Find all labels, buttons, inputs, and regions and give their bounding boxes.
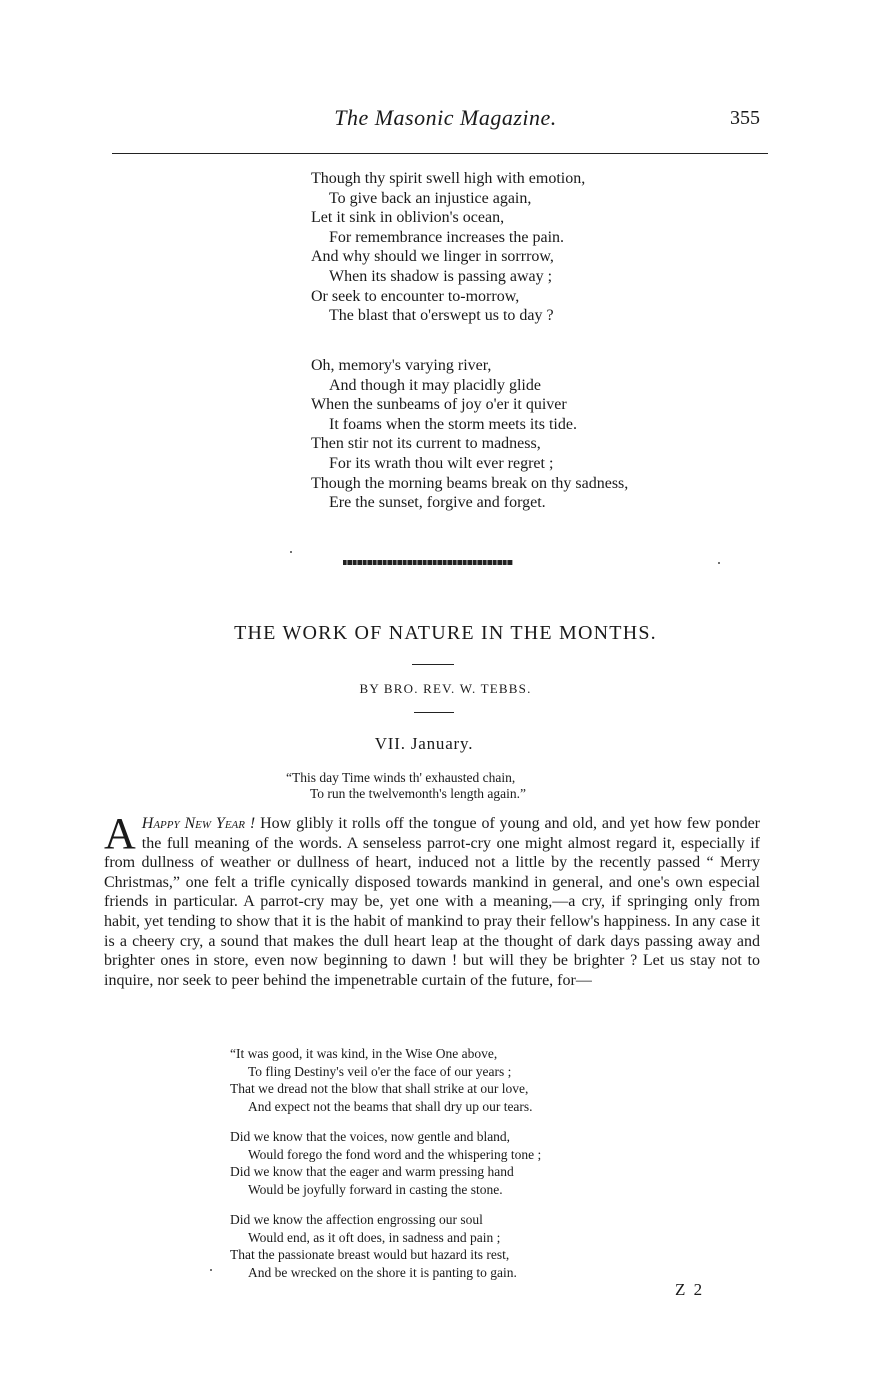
epigraph-line: “This day Time winds th' exhausted chain, — [286, 770, 516, 785]
paragraph-text: How glibly it rolls off the tongue of young and old, and yet how few ponder the full meaning of the words. A senseless parrot-cry one might almost regard it, especially if from dullness of weather or dullness of heart, induced not a little by the recently passed “ Merry Christmas,” one felt a trifle cynically disposed towards mankind in general, and one's own especial friends in particular. A parrot-cry may be, yet one with a meaning,—a cry, if springing only from habit, yet tending to show that it is the habit of mankind to pray their fellow's happiness. In any case it is a cheery cry, a sound that makes the dull heart leap at the thought of dark days passing away and brighter ones in store, even now beginning to dawn ! but will they be brighter ? Let us stay not to inquire, nor seek to peer behind the impenetrable curtain of the future, for— — [104, 815, 760, 989]
signature-mark: Z 2 — [675, 1280, 705, 1299]
verse-line: Would end, as it oft does, in sadness and pain ; — [248, 1229, 501, 1245]
poem-line: And why should we linger in sorrrow, — [311, 248, 554, 266]
poem-line: When its shadow is passing away ; — [329, 267, 553, 285]
poem-line: Or seek to encounter to-morrow, — [311, 287, 520, 305]
poem-line: Then stir not its current to madness, — [311, 435, 541, 453]
header-rule — [112, 153, 768, 154]
poem-line: Let it sink in oblivion's ocean, — [311, 209, 505, 227]
print-speck — [290, 551, 292, 553]
poem-line: Oh, memory's varying river, — [311, 357, 492, 374]
epigraph — [286, 770, 526, 802]
verse-line: “It was good, it was kind, in the Wise One above, — [230, 1046, 498, 1061]
print-speck — [718, 562, 720, 564]
poem-line: It foams when the storm meets its tide. — [329, 415, 577, 433]
poem-line: The blast that o'erswept us to day ? — [329, 307, 554, 325]
poem-line: And though it may placidly glide — [329, 376, 541, 394]
section-heading: VII. January. — [374, 734, 474, 753]
verse-line: That we dread not the blow that shall strike at our love, — [230, 1081, 529, 1096]
verse-line: Would be joyfully forward in casting the stone. — [248, 1181, 503, 1197]
poem-line: Ere the sunset, forgive and forget. — [329, 494, 546, 512]
running-title: The Masonic Magazine. — [334, 105, 557, 130]
poem-line: For its wrath thou wilt ever regret ; — [329, 454, 554, 472]
drop-cap: A — [104, 809, 136, 858]
poem-stanza-2 — [311, 356, 628, 513]
poem-line: When the sunbeams of joy o'er it quiver — [311, 396, 567, 414]
poem-line: Though the morning beams break on thy sadness, — [311, 474, 629, 492]
poem-line: To give back an injustice again, — [329, 189, 532, 207]
verse-stanza-3 — [230, 1211, 517, 1281]
running-head — [0, 105, 891, 135]
epigraph-line: To run the twelvemonth's length again.” — [310, 786, 526, 801]
verse-line: Did we know that the voices, now gentle and bland, — [230, 1129, 511, 1144]
ornamental-divider — [343, 560, 513, 565]
poem-stanza-1 — [311, 169, 585, 326]
verse-stanza-1 — [230, 1045, 533, 1115]
verse-line: Would forego the fond word and the whispering tone ; — [248, 1146, 542, 1162]
verse-line: And expect not the beams that shall dry up our tears. — [248, 1098, 533, 1114]
print-speck — [210, 1269, 212, 1271]
poem-line: Though thy spirit swell high with emotion, — [311, 170, 586, 187]
verse-line: Did we know that the eager and warm pressing hand — [230, 1164, 514, 1179]
body-paragraph — [104, 809, 760, 990]
byline: BY BRO. REV. W. TEBBS. — [359, 681, 532, 696]
article-title: THE WORK OF NATURE IN THE MONTHS. — [234, 622, 657, 644]
lead-in: Happy New Year ! — [141, 815, 256, 832]
verse-line: And be wrecked on the shore it is panting to gain. — [248, 1264, 517, 1280]
verse-line: Did we know the affection engrossing our soul — [230, 1212, 483, 1227]
verse-line: That the passionate breast would but hazard its rest, — [230, 1247, 510, 1262]
page-number: 355 — [730, 107, 760, 129]
title-rule — [412, 664, 454, 665]
verse-stanza-2 — [230, 1128, 541, 1198]
verse-line: To fling Destiny's veil o'er the face of our years ; — [248, 1063, 512, 1079]
poem-line: For remembrance increases the pain. — [329, 228, 565, 246]
byline-rule — [414, 712, 454, 713]
